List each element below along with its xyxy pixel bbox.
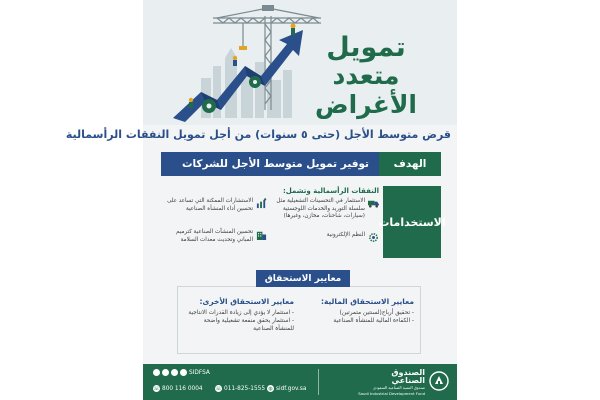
website-url[interactable]: sidf.gov.sa [276,385,307,392]
financial-criteria-item: - تحقيق أرباح(لسنتين متمرتين) [339,310,414,316]
uses-section [161,186,446,258]
criteria-title: معايير الاستحقاق [256,270,350,287]
use-item-operations [267,198,379,221]
twitter-icon[interactable] [180,369,187,376]
landline-number[interactable]: 011-825-1555 [224,385,266,392]
uses-label: الاستخدامات [383,186,441,258]
financial-criteria-item: - الكفاءة المالية للمنشأة الصناعية [333,318,414,325]
logo-arabic-name: الصندوق الصناعي [391,368,425,386]
website-link[interactable] [267,385,306,392]
hero-title-line-2: متعدد الأغراض [314,61,417,120]
other-criteria-item: - استثمار يحقق منفعة تشغيلية واضحة للمنشأة الصناعية [203,318,294,333]
logo-english-name: Saudi Industrial Development Fund [358,391,425,396]
phone-icon: ☏ [153,385,160,392]
financial-criteria [304,297,414,325]
social-links[interactable] [153,369,210,376]
other-criteria-item: - استثمار لا يؤدي إلى زيادة القدرات الانتاجية [188,310,294,316]
truck-icon [368,198,379,209]
logo-arabic-subtitle: صندوق التنمية الصناعية السعودي [373,385,425,390]
toll-free-number[interactable]: 800 116 0004 [162,385,203,392]
use-item-consulting [161,198,267,213]
use-item-text: الاستثمار في التحسينات التشغيلية مثل سلسلة التوريد والخدمات اللوجستية (سيارات، شاحنات، مخازن، وغيرها) [276,198,365,220]
social-handle[interactable]: SIDFSA [189,369,210,376]
phone-icon: ☏ [215,385,222,392]
facebook-icon[interactable] [153,369,160,376]
use-item-text: الاستشارات الممكنة التي تساعد على تحسين أداء المنشأة الصناعية [167,198,253,212]
financial-criteria-heading: معايير الاستحقاق المالية: [320,297,414,306]
other-criteria-heading: معايير الاستحقاق الأخرى: [199,297,294,306]
hero-title-line-1: تمويل [326,32,406,63]
uses-body [161,186,379,258]
gear-network-icon [368,232,379,243]
criteria-box [177,286,421,354]
use-item-text: النظم الإلكترونية [326,232,365,238]
toll-free-phone[interactable] [153,385,203,392]
footer-divider [318,369,319,395]
other-criteria [184,297,294,333]
poster [65,0,457,400]
linkedin-icon[interactable] [171,369,178,376]
goal-text: توفير تمويل متوسط الأجل للشركات [161,152,379,176]
uses-heading: النفقات الرأسمالية وتشمل: [282,187,379,195]
globe-icon: ◍ [268,385,273,392]
use-item-text: تحسين المنشآت الصناعية كترميم المباني وتحديث معدات السلامة [176,229,253,243]
instagram-icon[interactable] [162,369,169,376]
sidf-logo-mark-icon [429,371,449,391]
building-icon [256,229,267,240]
goal-label: الهدف [379,152,441,176]
use-item-electronic-systems [267,232,379,243]
hero-title [301,34,431,120]
subtitle: قرض متوسط الأجل (حتى ٥ سنوات) من أجل تمويل النفقات الرأسمالية [65,128,451,141]
hero-banner [143,0,457,125]
sidf-logo [358,368,449,396]
goal-row [161,152,441,176]
footer [143,364,457,400]
consulting-chart-icon [256,198,267,209]
use-item-facilities [161,229,267,244]
landline-phone[interactable] [215,385,265,392]
